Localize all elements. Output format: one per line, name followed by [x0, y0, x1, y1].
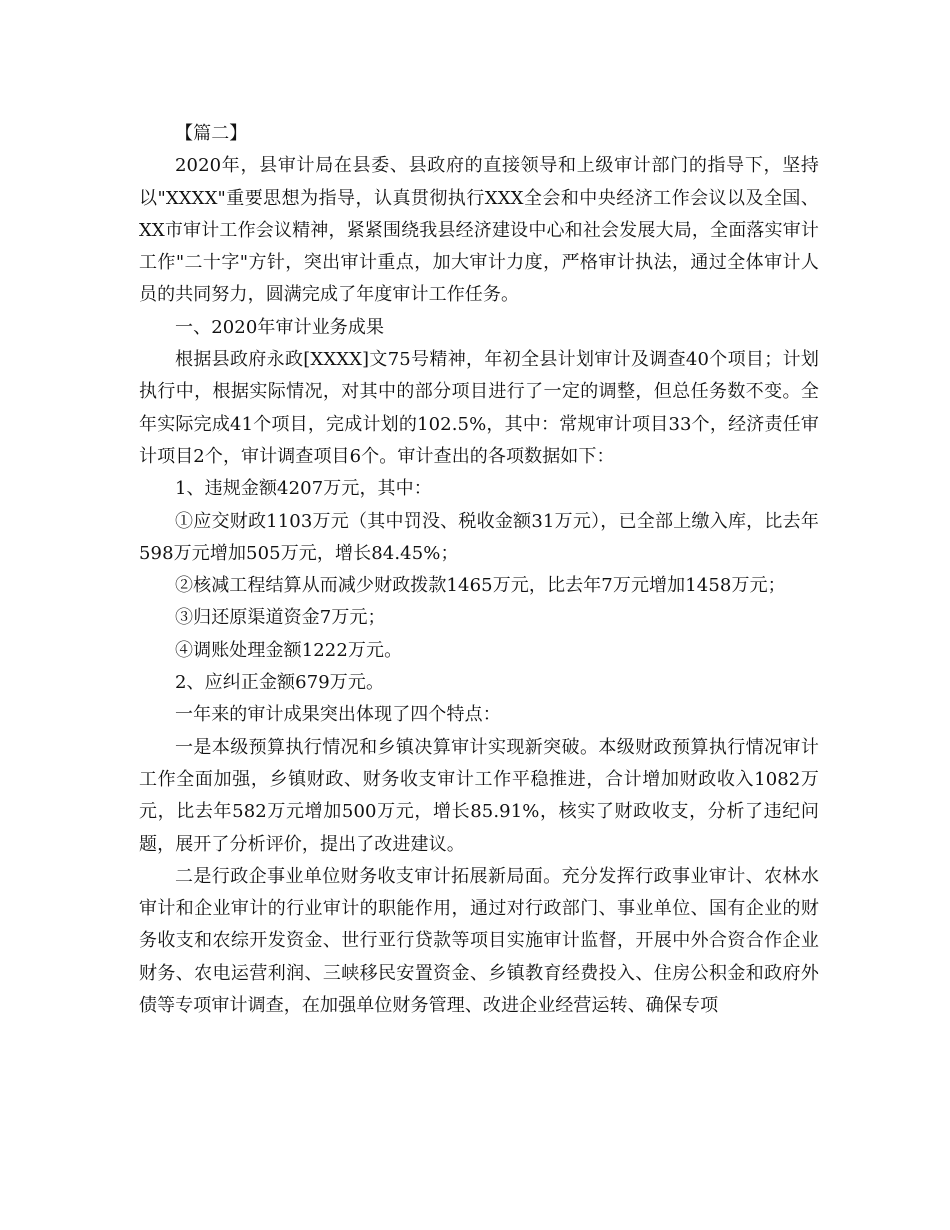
- list-item: ②核减工程结算从而减少财政拨款1465万元，比去年7万元增加1458万元；: [175, 575, 786, 597]
- list-item: ④调账处理金额1222万元。: [175, 639, 403, 661]
- intro-paragraph: 2020年，县审计局在县委、县政府的直接领导和上级审计部门的指导下，坚持以"XXXX"重要思想为指导，认真贯彻执行XXX全会和中央经济工作会议以及全国、XX市审计工作会议精神，紧紧围绕我县经济建设中心和社会发展大局，全面落实审计工作"二十字"方针，突出审计重点，加大审计力度，严格审计执法，通过全体审计人员的共同努力，圆满完成了年度审计工作任务。: [139, 155, 819, 306]
- feature-paragraph-1: 一是本级预算执行情况和乡镇决算审计实现新突破。本级财政预算执行情况审计工作全面加强，乡镇财政、财务收支审计工作平稳推进，合计增加财政收入1082万元，比去年582万元增加500万元，增长85.91%，核实了财政收支，分析了违纪问题，展开了分析评价，提出了改进建议。: [139, 736, 819, 855]
- list-item: 1、违规金额4207万元，其中：: [175, 478, 432, 500]
- list-item: ③归还原渠道资金7万元；: [175, 607, 386, 629]
- document-page: [139, 118, 819, 1022]
- list-item: ①应交财政1103万元（其中罚没、税收金额31万元），已全部上缴入库，比去年598万元增加505万元，增长84.45%；: [139, 510, 819, 564]
- list-item: 2、应纠正金额679万元。: [175, 672, 385, 694]
- summary-paragraph: 一年来的审计成果突出体现了四个特点：: [175, 704, 501, 726]
- feature-paragraph-2: 二是行政企事业单位财务收支审计拓展新局面。充分发挥行政事业审计、农林水审计和企业审计的行业审计的职能作用，通过对行政部门、事业单位、国有企业的财务收支和农综开发资金、世行亚行贷款等项目实施审计监督，开展中外合资合作企业财务、农电运营利润、三峡移民安置资金、乡镇教育经费投入、住房公积金和政府外债等专项审计调查，在加强单位财务管理、改进企业经营运转、确保专项: [139, 865, 819, 1017]
- section-heading: 一、2020年审计业务成果: [175, 316, 385, 338]
- plan-paragraph: 根据县政府永政[XXXX]文75号精神，年初全县计划审计及调查40个项目；计划执行中，根据实际情况，对其中的部分项目进行了一定的调整，但总任务数不变。全年实际完成41个项目，完成计划的102.5%，其中：常规审计项目33个，经济责任审计项目2个，审计调查项目6个。审计查出的各项数据如下：: [139, 349, 819, 467]
- section-title: 【篇二】: [175, 123, 248, 144]
